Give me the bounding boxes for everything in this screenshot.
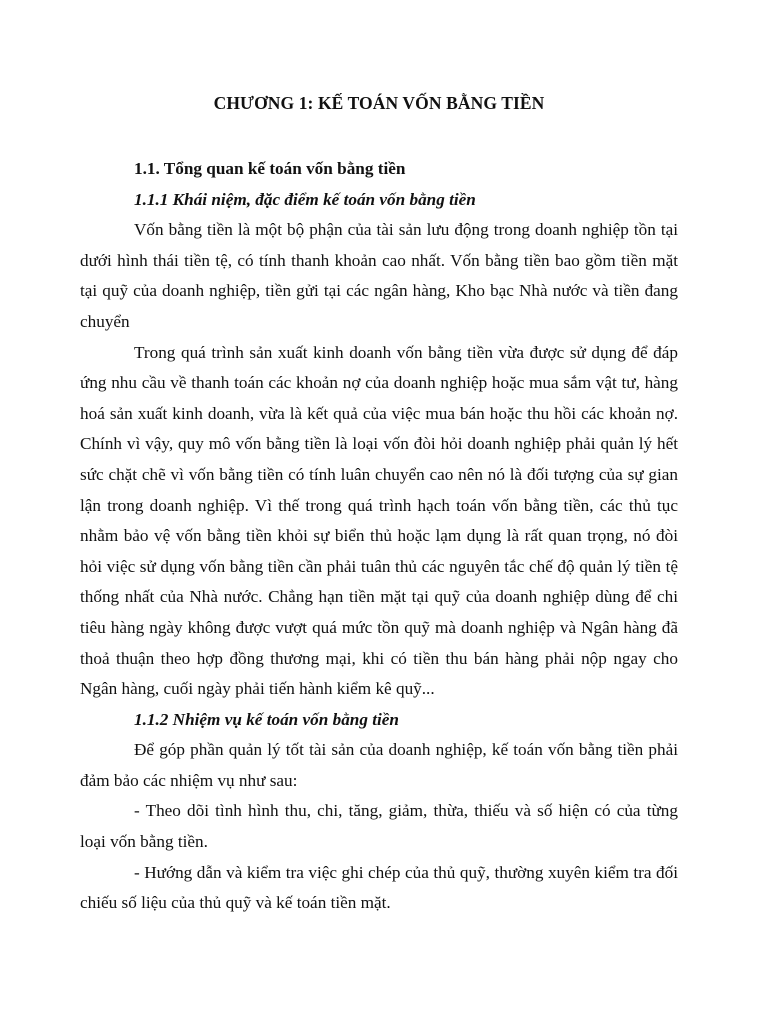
paragraph-definition: Vốn bằng tiền là một bộ phận của tài sản lưu động trong doanh nghiệp tồn tại dưới hình thái tiền tệ, có tính thanh khoản cao nhất. Vốn bằng tiền bao gồm tiền mặt tại quỹ của doanh nghiệp, tiền gửi tại các ngân hàng, Kho bạc Nhà nước và tiền đang chuyển	[80, 220, 678, 331]
document-body	[80, 154, 678, 919]
list-item-task-2: - Hướng dẫn và kiểm tra việc ghi chép của thủ quỹ, thường xuyên kiểm tra đối chiếu số liệu của thủ quỹ và kế toán tiền mặt.	[80, 862, 678, 913]
chapter-title: CHƯƠNG 1: KẾ TOÁN VỐN BẰNG TIỀN	[213, 93, 545, 113]
list-item-task-1: - Theo dõi tình hình thu, chi, tăng, giảm, thừa, thiếu và số hiện có của từng loại vốn bằng tiền.	[80, 801, 678, 852]
subsection-heading-1-1-2: 1.1.2 Nhiệm vụ kế toán vốn bằng tiền	[134, 709, 399, 729]
document-page	[80, 0, 678, 1024]
section-heading-1-1: 1.1. Tổng quan kế toán vốn bằng tiền	[134, 159, 406, 178]
paragraph-tasks-intro: Để góp phần quản lý tốt tài sản của doanh nghiệp, kế toán vốn bằng tiền phải đảm bảo các nhiệm vụ như sau:	[80, 740, 678, 790]
subsection-heading-1-1-1: 1.1.1 Khái niệm, đặc điểm kế toán vốn bằng tiền	[134, 189, 476, 209]
paragraph-characteristics: Trong quá trình sản xuất kinh doanh vốn bằng tiền vừa được sử dụng để đáp ứng nhu cầu về thanh toán các khoản nợ của doanh nghiệp hoặc mua sắm vật tư, hàng hoá sản xuất kinh doanh, vừa là kết quả của việc mua bán hoặc thu hồi các khoản nợ. Chính vì vậy, quy mô vốn bằng tiền là loại vốn đòi hỏi doanh nghiệp phải quản lý hết sức chặt chẽ vì vốn bằng tiền có tính luân chuyển cao nên nó là đối tượng của sự gian lận trong doanh nghiệp. Vì thế trong quá trình hạch toán vốn bằng tiền, các thủ tục nhằm bảo vệ vốn bằng tiền khỏi sự biển thủ hoặc lạm dụng là rất quan trọng, nó đòi hỏi việc sử dụng vốn bằng tiền cần phải tuân thủ các nguyên tắc chế độ quản lý tiền tệ thống nhất của Nhà nước. Chẳng hạn tiền mặt tại quỹ của doanh nghiệp dùng để chi tiêu hàng ngày không được vượt quá mức tồn quỹ mà doanh nghiệp và Ngân hàng đã thoả thuận theo hợp đồng thương mại, khi có tiền thu bán hàng phải nộp ngay cho Ngân hàng, cuối ngày phải tiến hành kiểm kê quỹ...	[80, 342, 678, 699]
